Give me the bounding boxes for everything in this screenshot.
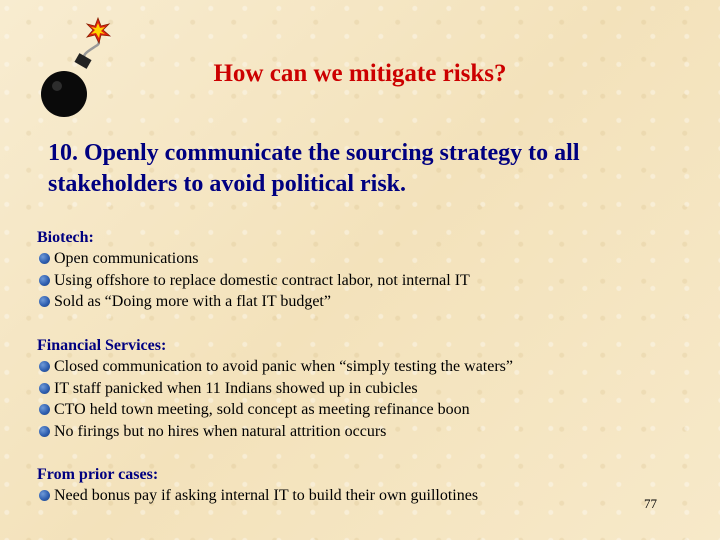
bullet-icon bbox=[39, 361, 50, 372]
bullet-icon bbox=[39, 490, 50, 501]
bullet-icon bbox=[39, 253, 50, 264]
list-item: Need bonus pay if asking internal IT to build their own guillotines bbox=[37, 485, 657, 507]
bullet-icon bbox=[39, 275, 50, 286]
list-item: Sold as “Doing more with a flat IT budget” bbox=[37, 291, 657, 313]
section-title: From prior cases: bbox=[37, 466, 159, 483]
list-item: No firings but no hires when natural attrition occurs bbox=[37, 421, 657, 443]
list-item: Open communications bbox=[37, 248, 657, 270]
section-prior-cases bbox=[37, 464, 657, 507]
list-item: Closed communication to avoid panic when “simply testing the waters” bbox=[37, 356, 657, 378]
bullet-icon bbox=[39, 383, 50, 394]
section-financial-services bbox=[37, 335, 657, 442]
slide-title: How can we mitigate risks? bbox=[213, 60, 507, 87]
list-item: IT staff panicked when 11 Indians showed up in cubicles bbox=[37, 378, 657, 400]
list-item: CTO held town meeting, sold concept as meeting refinance boon bbox=[37, 399, 657, 421]
bullet-icon bbox=[39, 426, 50, 437]
bullet-icon bbox=[39, 404, 50, 415]
section-title: Financial Services: bbox=[37, 337, 167, 354]
page-number: 77 bbox=[644, 496, 657, 511]
bullet-icon bbox=[39, 296, 50, 307]
section-title: Biotech: bbox=[37, 229, 94, 246]
section-biotech bbox=[37, 227, 657, 313]
list-item: Using offshore to replace domestic contract labor, not internal IT bbox=[37, 270, 657, 292]
main-point-heading: 10. Openly communicate the sourcing strategy to all stakeholders to avoid political risk. bbox=[48, 140, 580, 197]
